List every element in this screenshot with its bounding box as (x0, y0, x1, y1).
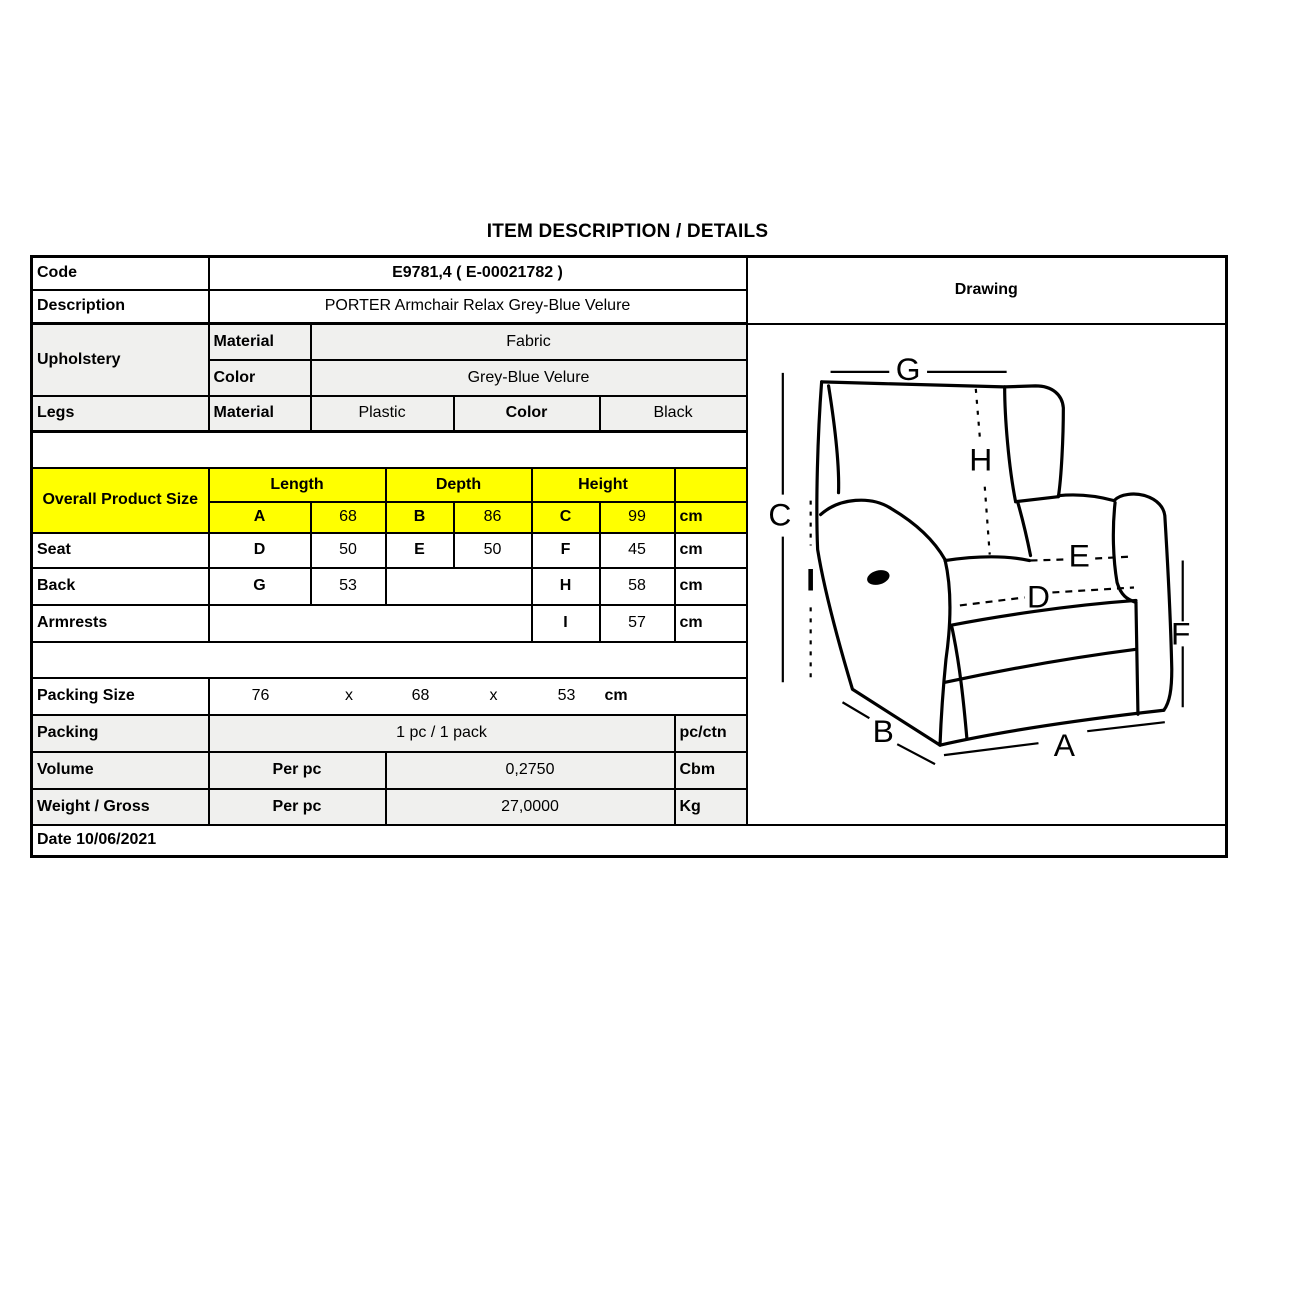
overall-a-key: A (209, 502, 311, 533)
spacer-row (32, 642, 747, 678)
packing-size-v1: 76 (251, 687, 270, 704)
overall-c-key: C (532, 502, 600, 533)
label-g: G (895, 350, 921, 387)
page-title: ITEM DESCRIPTION / DETAILS (486, 221, 769, 242)
legs-material-label: Material (209, 396, 311, 432)
weight-unit: Kg (675, 789, 747, 825)
label-f: F (1170, 614, 1190, 651)
label-b: B (872, 712, 894, 749)
overall-b-key: B (386, 502, 454, 533)
label-c: C (767, 496, 791, 533)
packing-size-v2: 68 (411, 687, 430, 704)
seat-label: Seat (32, 533, 209, 568)
packing-label: Packing (32, 715, 209, 752)
description-label: Description (32, 290, 209, 324)
packing-size-x1: x (345, 687, 353, 704)
armchair-sketch (748, 325, 1226, 824)
drawing-section-title: Drawing (747, 257, 1227, 324)
armrests-unit: cm (675, 605, 747, 642)
volume-value: 0,2750 (386, 752, 675, 789)
label-d: D (1026, 577, 1050, 614)
volume-per: Per pc (209, 752, 386, 789)
label-i: I (805, 560, 815, 597)
back-g-key: G (209, 568, 311, 605)
dimension-lines (782, 371, 1182, 763)
weight-label: Weight / Gross (32, 789, 209, 825)
drawing-area (747, 324, 1227, 825)
upholstery-color-label: Color (209, 360, 311, 396)
label-a: A (1053, 726, 1075, 763)
seat-unit: cm (675, 533, 747, 568)
upholstery-material-label: Material (209, 324, 311, 360)
spec-sheet-table (30, 255, 1228, 858)
upholstery-material-value: Fabric (311, 324, 747, 360)
side-knob-icon (865, 567, 891, 586)
seat-d-value: 50 (311, 533, 386, 568)
overall-size-label: Overall Product Size (32, 468, 209, 533)
code-value: E9781,4 ( E-00021782 ) (209, 257, 747, 290)
weight-value: 27,0000 (386, 789, 675, 825)
seat-e-value: 50 (454, 533, 532, 568)
packing-size-x2: x (489, 687, 498, 704)
legs-label: Legs (32, 396, 209, 432)
weight-per: Per pc (209, 789, 386, 825)
spacer-row (32, 432, 747, 468)
armchair-outline (816, 381, 1171, 744)
packing-unit: pc/ctn (675, 715, 747, 752)
armrests-i-value: 57 (600, 605, 675, 642)
back-h-value: 58 (600, 568, 675, 605)
back-label: Back (32, 568, 209, 605)
depth-header: Depth (386, 468, 532, 502)
back-blank (386, 568, 532, 605)
code-label: Code (32, 257, 209, 290)
upholstery-color-value: Grey-Blue Velure (311, 360, 747, 396)
label-e: E (1068, 536, 1090, 574)
packing-size-unit: cm (604, 687, 628, 704)
packing-size-value (209, 678, 747, 715)
back-unit: cm (675, 568, 747, 605)
size-unit-header-blank (675, 468, 747, 502)
seat-f-value: 45 (600, 533, 675, 568)
overall-b-value: 86 (454, 502, 532, 533)
date-row: Date 10/06/2021 (32, 825, 1227, 857)
label-h: H (968, 441, 992, 478)
height-header: Height (532, 468, 675, 502)
packing-size-label: Packing Size (32, 678, 209, 715)
volume-label: Volume (32, 752, 209, 789)
overall-a-value: 68 (311, 502, 386, 533)
packing-size-v3: 53 (557, 687, 576, 704)
back-h-key: H (532, 568, 600, 605)
legs-color-value: Black (600, 396, 747, 432)
legs-material-value: Plastic (311, 396, 454, 432)
upholstery-label: Upholstery (32, 324, 209, 396)
back-g-value: 53 (311, 568, 386, 605)
armrests-label: Armrests (32, 605, 209, 642)
overall-unit: cm (675, 502, 747, 533)
armrests-i-key: I (532, 605, 600, 642)
overall-c-value: 99 (600, 502, 675, 533)
seat-e-key: E (386, 533, 454, 568)
packing-size-values (210, 687, 746, 705)
packing-value: 1 pc / 1 pack (209, 715, 675, 752)
length-header: Length (209, 468, 386, 502)
seat-d-key: D (209, 533, 311, 568)
seat-f-key: F (532, 533, 600, 568)
legs-color-label: Color (454, 396, 600, 432)
armrests-blank (209, 605, 532, 642)
armchair-drawing (748, 325, 1226, 824)
description-value: PORTER Armchair Relax Grey-Blue Velure (209, 290, 747, 324)
volume-unit: Cbm (675, 752, 747, 789)
